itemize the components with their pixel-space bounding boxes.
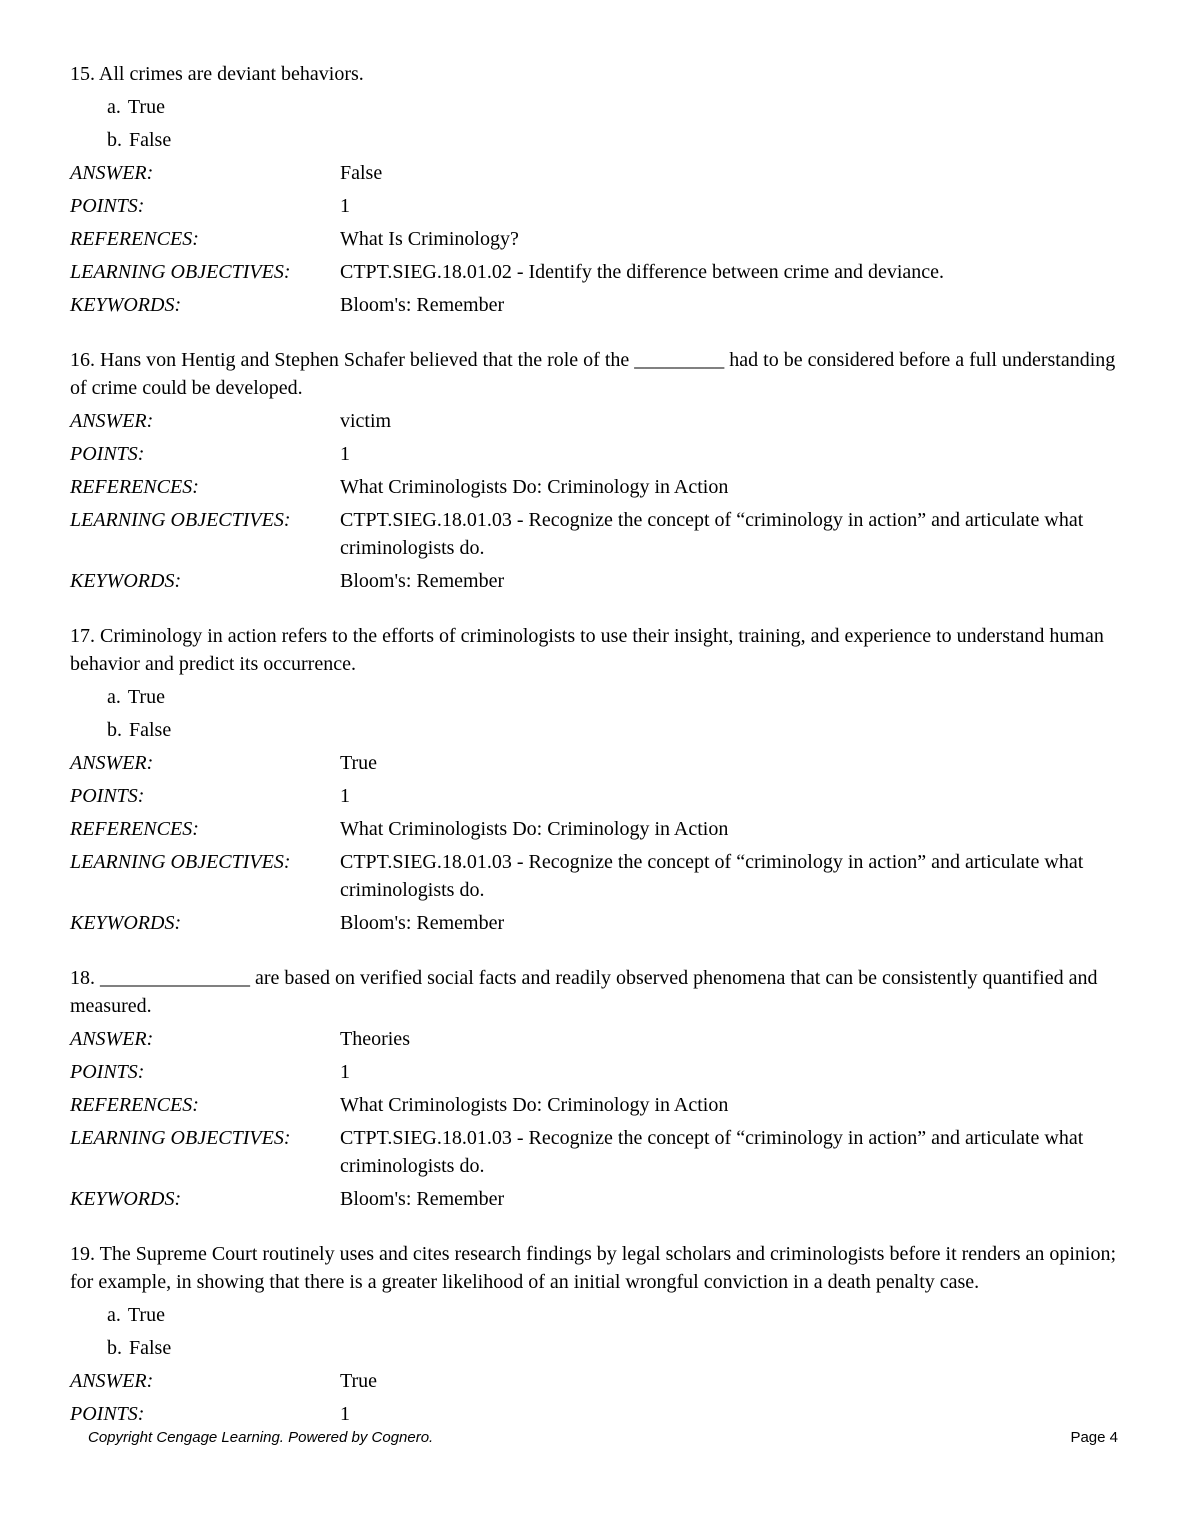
answer-row <box>70 1367 1120 1395</box>
option-b <box>70 126 1120 154</box>
field-value: 1 <box>340 785 350 807</box>
field-value: Bloom's: Remember <box>340 570 505 592</box>
field-value: True <box>340 1370 378 1392</box>
keywords-row <box>70 567 1120 595</box>
points-row <box>70 782 1120 810</box>
keywords-row <box>70 291 1120 319</box>
question-18 <box>70 964 1120 1213</box>
field-label: ANSWER: <box>70 1028 154 1050</box>
field-label: LEARNING OBJECTIVES: <box>70 1127 291 1149</box>
question-16 <box>70 346 1120 595</box>
learning-objectives-row <box>70 848 1120 904</box>
answer-row <box>70 159 1120 187</box>
copyright-text: Copyright Cengage Learning. Powered by Cognero. <box>88 1429 434 1446</box>
field-label: REFERENCES: <box>70 818 199 840</box>
question-text: 19. The Supreme Court routinely uses and cites research findings by legal scholars and criminologists before it renders an opinion; for example, in showing that there is a greater likelihood of an initial wrongful conviction in a death penalty case. <box>70 1243 1117 1293</box>
field-label: LEARNING OBJECTIVES: <box>70 261 291 283</box>
field-label: POINTS: <box>70 785 145 807</box>
option-text: False <box>129 1337 172 1359</box>
learning-objectives-row <box>70 1124 1120 1180</box>
points-row <box>70 440 1120 468</box>
option-letter: a. <box>107 686 121 708</box>
question-text: 18. _______________ are based on verified social facts and readily observed phenomena that can be consistently quantified and measured. <box>70 967 1098 1017</box>
option-text: True <box>127 686 165 708</box>
field-label: POINTS: <box>70 443 145 465</box>
option-a <box>70 1301 1120 1329</box>
field-label: KEYWORDS: <box>70 570 182 592</box>
keywords-row <box>70 909 1120 937</box>
option-text: True <box>127 96 165 118</box>
question-text: 17. Criminology in action refers to the efforts of criminologists to use their insight, training, and experience to understand human behavior and predict its occurrence. <box>70 625 1104 675</box>
field-label: REFERENCES: <box>70 1094 199 1116</box>
field-label: REFERENCES: <box>70 476 199 498</box>
option-text: False <box>129 129 172 151</box>
field-label: KEYWORDS: <box>70 912 182 934</box>
option-letter: a. <box>107 1304 121 1326</box>
option-b <box>70 716 1120 744</box>
option-letter: b. <box>107 719 122 741</box>
field-value: What Is Criminology? <box>340 228 519 250</box>
field-value: Bloom's: Remember <box>340 1188 505 1210</box>
points-row <box>70 1400 1120 1428</box>
field-value: 1 <box>340 443 350 465</box>
field-label: KEYWORDS: <box>70 1188 182 1210</box>
field-value: CTPT.SIEG.18.01.03 - Recognize the concept of “criminology in action” and articulate what criminologists do. <box>340 1127 1084 1177</box>
field-value: 1 <box>340 1403 350 1425</box>
field-label: ANSWER: <box>70 410 154 432</box>
field-label: LEARNING OBJECTIVES: <box>70 509 291 531</box>
field-label: ANSWER: <box>70 1370 154 1392</box>
field-value: CTPT.SIEG.18.01.03 - Recognize the concept of “criminology in action” and articulate what criminologists do. <box>340 851 1084 901</box>
field-value: Theories <box>340 1028 410 1050</box>
field-value: What Criminologists Do: Criminology in Action <box>340 818 729 840</box>
field-value: CTPT.SIEG.18.01.03 - Recognize the concept of “criminology in action” and articulate what criminologists do. <box>340 509 1084 559</box>
points-row <box>70 192 1120 220</box>
option-b <box>70 1334 1120 1362</box>
field-value: 1 <box>340 195 350 217</box>
field-label: LEARNING OBJECTIVES: <box>70 851 291 873</box>
option-letter: a. <box>107 96 121 118</box>
field-value: Bloom's: Remember <box>340 912 505 934</box>
field-value: victim <box>340 410 392 432</box>
references-row <box>70 473 1120 501</box>
option-letter: b. <box>107 129 122 151</box>
field-label: POINTS: <box>70 1403 145 1425</box>
answer-row <box>70 749 1120 777</box>
field-value: What Criminologists Do: Criminology in Action <box>340 476 729 498</box>
field-label: REFERENCES: <box>70 228 199 250</box>
answer-row <box>70 407 1120 435</box>
field-label: ANSWER: <box>70 162 154 184</box>
learning-objectives-row <box>70 258 1120 286</box>
question-19 <box>70 1240 1120 1428</box>
option-text: True <box>127 1304 165 1326</box>
field-value: 1 <box>340 1061 350 1083</box>
question-17 <box>70 622 1120 937</box>
keywords-row <box>70 1185 1120 1213</box>
question-text: 16. Hans von Hentig and Stephen Schafer believed that the role of the _________ had to be considered before a full understanding of crime could be developed. <box>70 349 1116 399</box>
question-15 <box>70 60 1120 319</box>
references-row <box>70 1091 1120 1119</box>
references-row <box>70 815 1120 843</box>
references-row <box>70 225 1120 253</box>
page-number: Page 4 <box>1070 1429 1118 1446</box>
field-label: ANSWER: <box>70 752 154 774</box>
field-label: POINTS: <box>70 195 145 217</box>
option-letter: b. <box>107 1337 122 1359</box>
option-a <box>70 93 1120 121</box>
option-a <box>70 683 1120 711</box>
field-value: Bloom's: Remember <box>340 294 505 316</box>
field-label: POINTS: <box>70 1061 145 1083</box>
field-value: CTPT.SIEG.18.01.02 - Identify the difference between crime and deviance. <box>340 261 945 283</box>
field-value: What Criminologists Do: Criminology in Action <box>340 1094 729 1116</box>
question-text: 15. All crimes are deviant behaviors. <box>70 63 364 85</box>
field-label: KEYWORDS: <box>70 294 182 316</box>
option-text: False <box>129 719 172 741</box>
points-row <box>70 1058 1120 1086</box>
field-value: True <box>340 752 378 774</box>
answer-row <box>70 1025 1120 1053</box>
page-footer <box>88 1428 1118 1448</box>
learning-objectives-row <box>70 506 1120 562</box>
field-value: False <box>340 162 383 184</box>
